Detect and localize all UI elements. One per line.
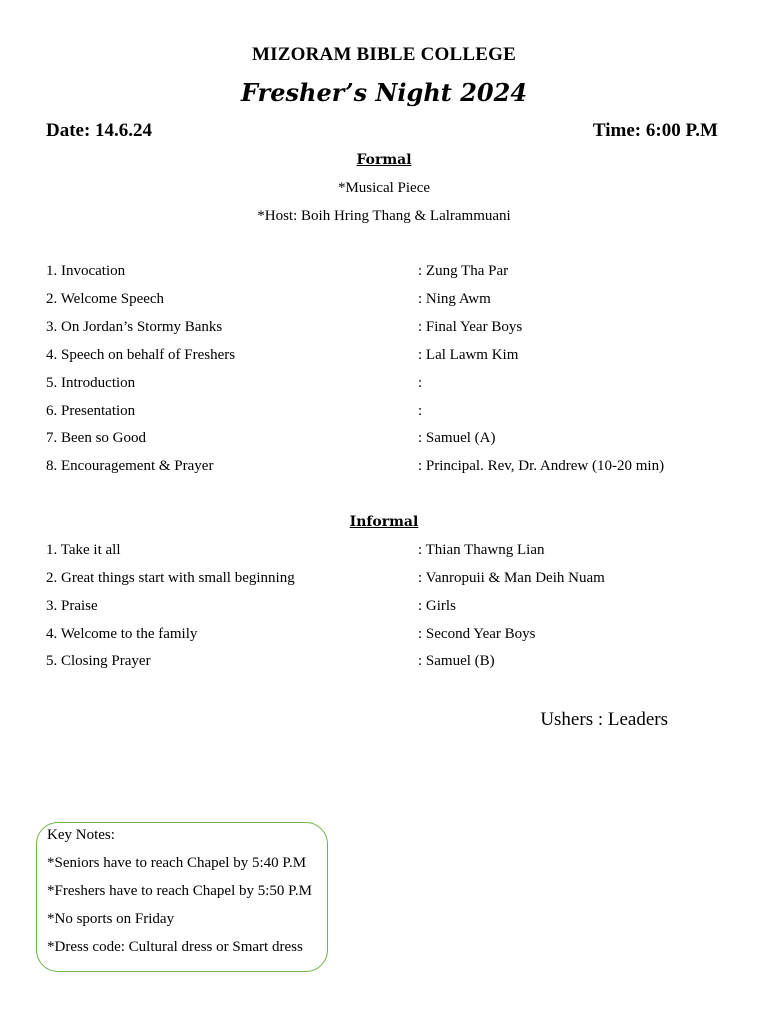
program-item: 1. Invocation xyxy=(46,263,126,279)
program-performer: : Zung Tha Par xyxy=(418,263,509,279)
program-item: 3. Praise xyxy=(46,598,98,614)
program-item: 2. Great things start with small beginning xyxy=(46,570,295,586)
event-title: Fresher’s Night 2024 xyxy=(240,78,528,107)
program-performer: : xyxy=(418,375,423,391)
program-row xyxy=(46,347,726,369)
program-row xyxy=(46,375,726,397)
program-row xyxy=(46,570,726,592)
program-performer: : Ning Awm xyxy=(418,291,491,307)
key-notes-title: Key Notes: xyxy=(47,827,115,843)
program-performer: : Final Year Boys xyxy=(418,319,523,335)
program-performer: : Principal. Rev, Dr. Andrew (10-20 min) xyxy=(418,458,665,474)
informal-heading: Informal xyxy=(349,514,419,530)
program-row xyxy=(46,653,726,675)
program-item: 6. Presentation xyxy=(46,403,136,419)
ushers-line: Ushers : Leaders xyxy=(540,709,668,730)
program-row xyxy=(46,598,726,620)
program-row xyxy=(46,403,726,425)
program-performer: : Girls xyxy=(418,598,456,614)
program-row xyxy=(46,319,726,341)
program-item: 4. Speech on behalf of Freshers xyxy=(46,347,236,363)
key-note: *Freshers have to reach Chapel by 5:50 P.M xyxy=(47,883,312,899)
key-notes-box xyxy=(36,822,328,972)
program-item: 5. Introduction xyxy=(46,375,136,391)
key-note: *No sports on Friday xyxy=(47,911,175,927)
program-performer: : Samuel (A) xyxy=(418,430,496,446)
program-row xyxy=(46,458,726,480)
host-line: *Host: Boih Hring Thang & Lalrammuani xyxy=(257,208,511,224)
program-performer: : Second Year Boys xyxy=(418,626,536,642)
key-note: *Dress code: Cultural dress or Smart dress xyxy=(47,939,303,955)
program-item: 7. Been so Good xyxy=(46,430,146,446)
key-note: *Seniors have to reach Chapel by 5:40 P.M xyxy=(47,855,307,871)
program-row xyxy=(46,626,726,648)
musical-piece: *Musical Piece xyxy=(337,180,431,196)
program-row xyxy=(46,542,726,564)
program-row xyxy=(46,291,726,313)
program-item: 5. Closing Prayer xyxy=(46,653,151,669)
program-row xyxy=(46,430,726,452)
program-performer: : Vanropuii & Man Deih Nuam xyxy=(418,570,605,586)
program-performer: : Lal Lawm Kim xyxy=(418,347,519,363)
college-name: MIZORAM BIBLE COLLEGE xyxy=(252,44,516,65)
program-item: 8. Encouragement & Prayer xyxy=(46,458,214,474)
program-performer: : Samuel (B) xyxy=(418,653,495,669)
program-item: 3. On Jordan’s Stormy Banks xyxy=(46,319,223,335)
program-performer: : Thian Thawng Lian xyxy=(418,542,545,558)
event-date: Date: 14.6.24 xyxy=(46,120,153,141)
program-item: 2. Welcome Speech xyxy=(46,291,165,307)
program-item: 4. Welcome to the family xyxy=(46,626,198,642)
program-performer: : xyxy=(418,403,423,419)
program-item: 1. Take it all xyxy=(46,542,121,558)
program-row xyxy=(46,263,726,285)
formal-heading: Formal xyxy=(356,152,412,168)
event-time: Time: 6:00 P.M xyxy=(592,120,718,141)
